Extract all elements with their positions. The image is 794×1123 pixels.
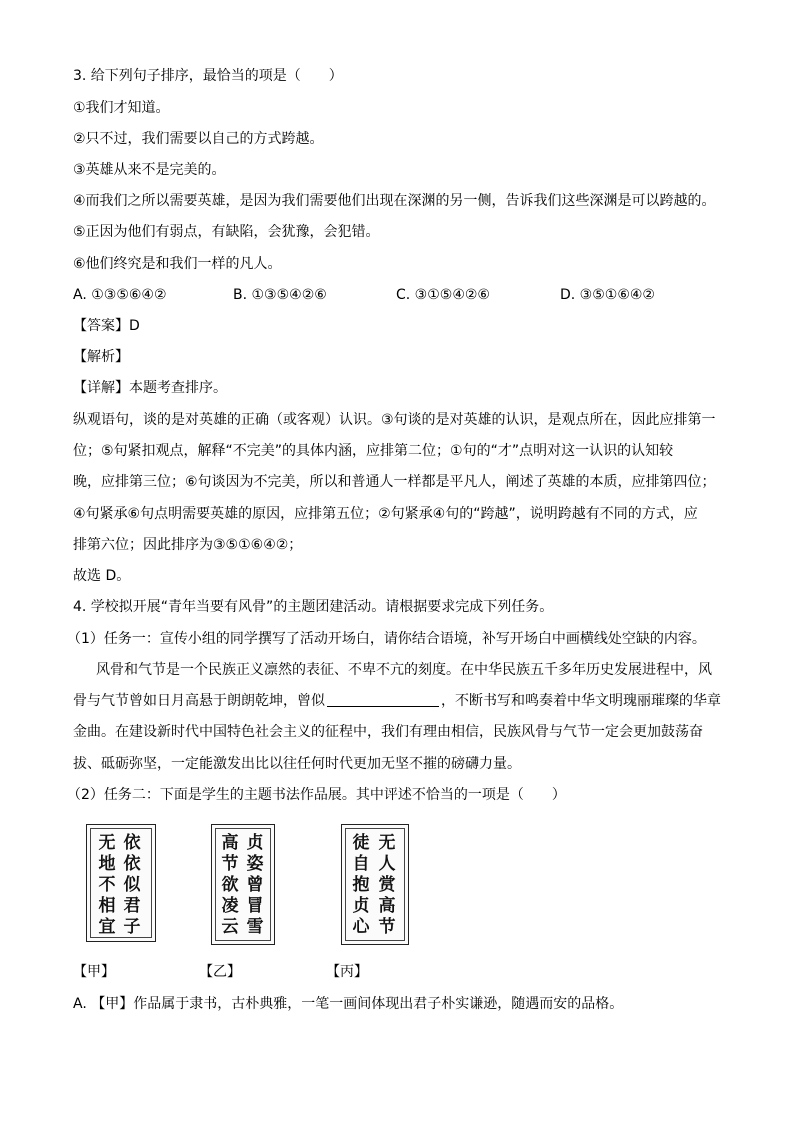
fill-in-blank[interactable] [327, 692, 439, 707]
calligraphy-column: 贞姿曾冒雪 [246, 833, 264, 937]
q4-paragraph-line-3: 金曲。在建设新时代中国特色社会主义的征程中，我们有理由相信，民族风骨与气节一定会更加鼓荡奋 [73, 724, 703, 740]
q3-answer: 【答案】D [73, 318, 140, 334]
calligraphy-work-bing [341, 824, 409, 945]
q3-explain-line-1: 纵观语句，谈的是对英雄的正确（或客观）认识。③句谈的是对英雄的认识，是观点所在，因此应排第一 [73, 412, 716, 428]
paragraph-text-before-blank: 骨与气节曾如日月高悬于朗朗乾坤，曾似 [73, 693, 325, 709]
calligraphy-column: 徒自抱贞心 [352, 833, 370, 937]
q4-option-a: A. 【甲】作品属于隶书，古朴典雅，一笔一画间体现出君子朴实谦逊，随遇而安的品格。 [73, 996, 624, 1012]
q3-sentence-2: ②只不过，我们需要以自己的方式跨越。 [73, 131, 324, 147]
q3-explain-line-3: 晚，应排第三位；⑥句谈因为不完美，所以和普通人一样都是平凡人，阐述了英雄的本质，应排第四位； [73, 474, 716, 490]
paragraph-text-after-blank: ，不断书写和鸣奏着中华文明瑰丽璀璨的华章 [441, 693, 721, 709]
q3-sentence-5: ⑤正因为他们有弱点，有缺陷，会犹豫，会犯错。 [73, 224, 380, 240]
q3-explain-line-2: 位；⑤句紧扣观点，解释“不完美”的具体内涵，应排第二位；①句的“才”点明对这一认识的认知较 [73, 443, 674, 459]
q4-task2: （2）任务二：下面是学生的主题书法作品展。其中评述不恰当的一项是（ ） [67, 787, 566, 803]
q3-stem: 3. 给下列句子排序，最恰当的项是（ ） [73, 68, 343, 84]
calligraphy-work-jia [86, 824, 156, 942]
q4-task1: （1）任务一：宣传小组的同学撰写了活动开场白，请你结合语境，补写开场白中画横线处空缺的内容。 [67, 631, 706, 647]
q3-explain-line-4: ④句紧承⑥句点明需要英雄的原因，应排第五位；②句紧承④句的“跨越”，说明跨越有不同的方式，应 [73, 506, 698, 522]
q3-detail: 【详解】本题考查排序。 [73, 380, 227, 396]
work-label-jia: 【甲】 [73, 964, 115, 980]
calligraphy-column: 无地不相宜 [98, 833, 116, 937]
q3-sentence-3: ③英雄从来不是完美的。 [73, 162, 226, 178]
q3-explain-line-5: 排第六位；因此排序为③⑤①⑥④②； [73, 537, 303, 553]
q3-analysis-label: 【解析】 [73, 349, 129, 365]
q3-option-d: D. ③⑤①⑥④② [560, 287, 655, 303]
q4-stem: 4. 学校拟开展“青年当要有风骨”的主题团建活动。请根据要求完成下列任务。 [73, 599, 554, 615]
q3-sentence-1: ①我们才知道。 [73, 100, 170, 116]
calligraphy-work-yi [211, 824, 275, 945]
q3-sentence-4: ④而我们之所以需要英雄，是因为我们需要他们出现在深渊的另一侧，告诉我们这些深渊是可以跨越的。 [73, 193, 716, 209]
calligraphy-column: 无人赏高节 [378, 833, 396, 937]
q3-option-b: B. ①③⑤④②⑥ [233, 287, 327, 303]
q3-option-c: C. ③①⑤④②⑥ [396, 287, 490, 303]
q3-option-a: A. ①③⑤⑥④② [73, 287, 167, 303]
q4-paragraph-line-1: 风骨和气节是一个民族正义凛然的表征、不卑不亢的刻度。在中华民族五千多年历史发展进程中，风 [96, 662, 712, 678]
q3-conclusion: 故选 D。 [73, 568, 131, 584]
work-label-yi: 【乙】 [199, 964, 241, 980]
q4-paragraph-line-2 [73, 691, 721, 711]
work-label-bing: 【丙】 [326, 964, 368, 980]
q4-paragraph-line-4: 拔、砥砺弥坚，一定能激发出比以往任何时代更加无坚不摧的磅礴力量。 [73, 756, 521, 772]
calligraphy-column: 依依似君子 [123, 833, 141, 937]
calligraphy-column: 高节欲凌云 [221, 833, 239, 937]
q3-sentence-6: ⑥他们终究是和我们一样的凡人。 [73, 256, 282, 272]
